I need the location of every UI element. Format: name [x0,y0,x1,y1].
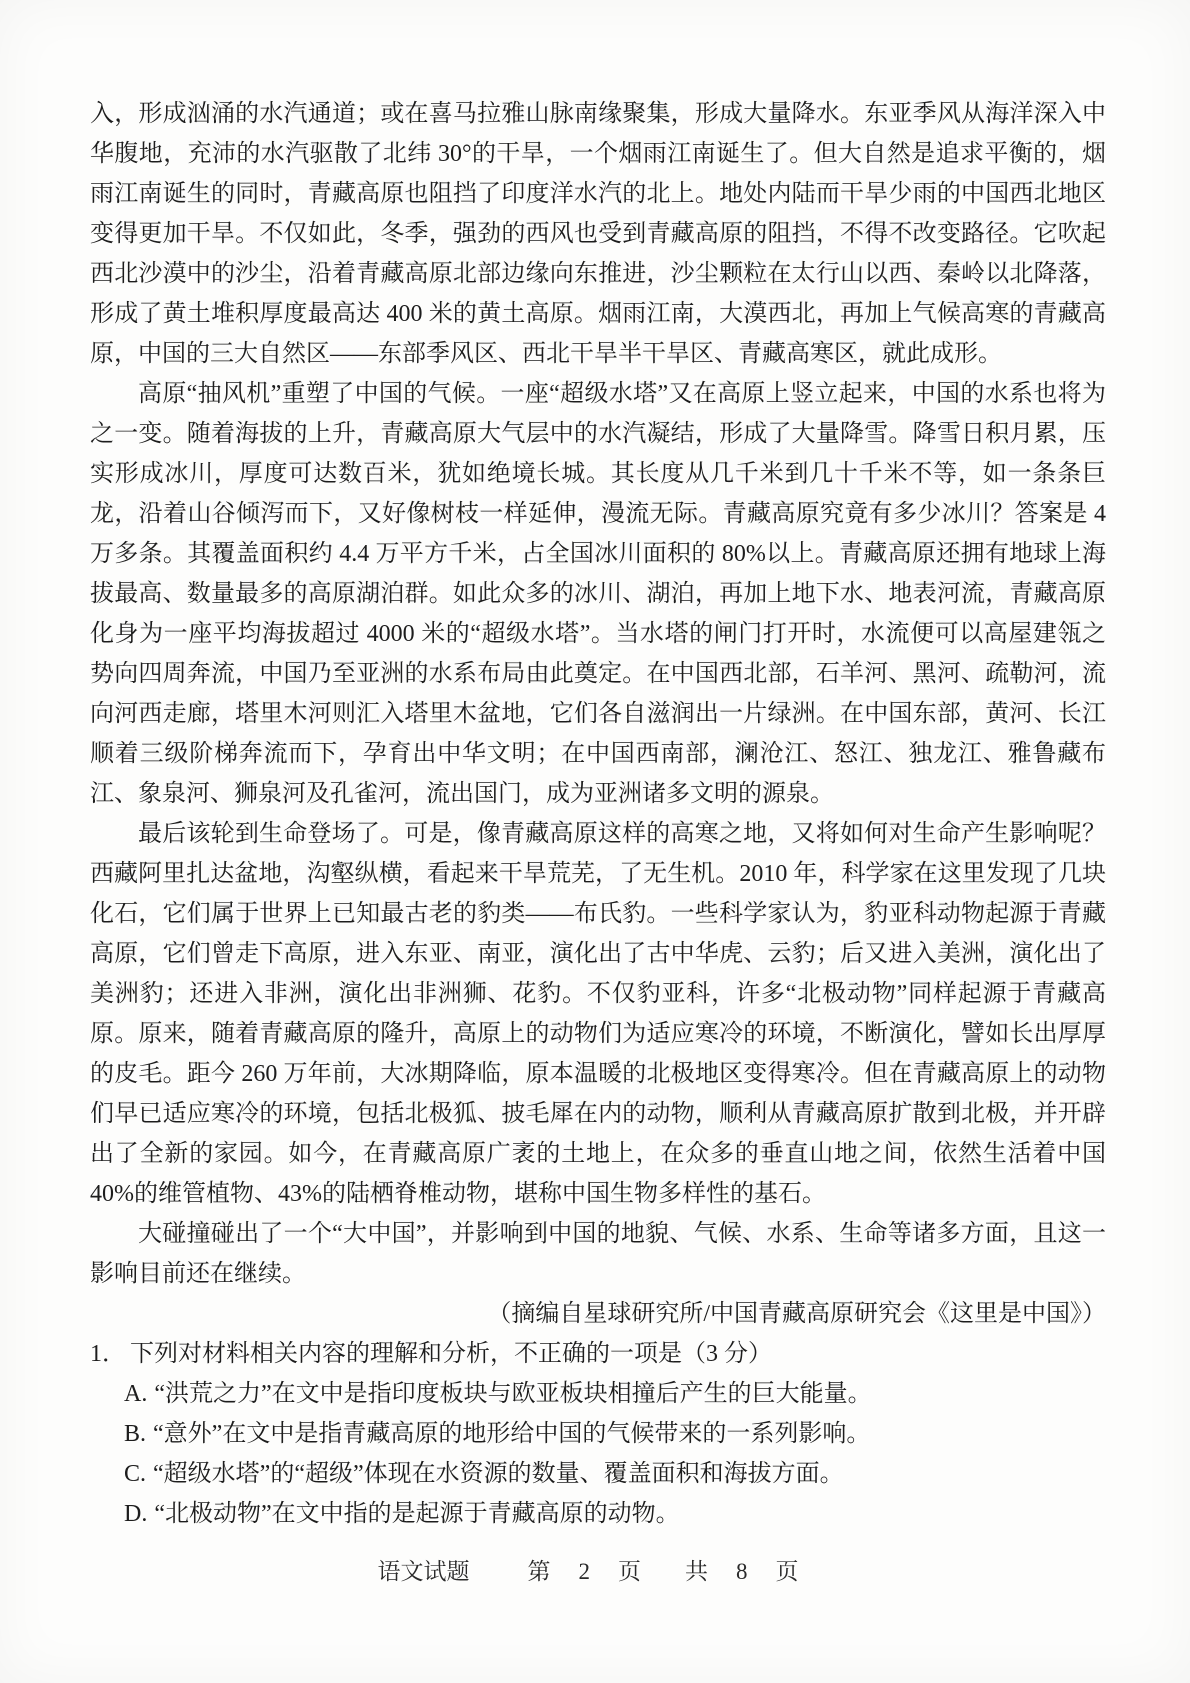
option-c-text: “超级水塔”的“超级”体现在水资源的数量、覆盖面积和海拔方面。 [153,1461,844,1487]
question-1 [90,1334,1106,1534]
footer-total-prefix: 共 [685,1559,708,1584]
question-1-option-a [90,1374,1106,1414]
question-1-option-b [90,1414,1106,1454]
passage-paragraph-1: 入，形成汹涌的水汽通道；或在喜马拉雅山脉南缘聚集，形成大量降水。东亚季风从海洋深入中华腹地，充沛的水汽驱散了北纬 30°的干旱，一个烟雨江南诞生了。但大自然是追求平衡的，烟雨江南诞生的同时，青藏高原也阻挡了印度洋水汽的北上。地处内陆而干旱少雨的中国西北地区变得更加干旱。不仅如此，冬季，强劲的西风也受到青藏高原的阻挡，不得不改变路径。它吹起西北沙漠中的沙尘，沿着青藏高原北部边缘向东推进，沙尘颗粒在太行山以西、秦岭以北降落，形成了黄土堆积厚度最高达 400 米的黄土高原。烟雨江南，大漠西北，再加上气候高寒的青藏高原，中国的三大自然区——东部季风区、西北干旱半干旱区、青藏高寒区，就此成形。 [90,101,1106,367]
footer-doc-label: 语文试题 [377,1559,470,1584]
option-b-text: “意外”在文中是指青藏高原的地形给中国的气候带来的一系列影响。 [153,1421,871,1447]
option-d-text: “北极动物”在文中指的是起源于青藏高原的动物。 [154,1501,680,1527]
question-1-stem [90,1334,1106,1374]
question-1-option-c [90,1454,1106,1494]
footer-page-number: 2 [578,1559,590,1584]
question-number: 1． [90,1341,126,1367]
passage-paragraph-2: 高原“抽风机”重塑了中国的气候。一座“超级水塔”又在高原上竖立起来，中国的水系也将为之一变。随着海拔的上升，青藏高原大气层中的水汽凝结，形成了大量降雪。降雪日积月累，压实形成冰川，厚度可达数百米，犹如绝境长城。其长度从几千米到几十千米不等，如一条条巨龙，沿着山谷倾泻而下，又好像树枝一样延伸，漫流无际。青藏高原究竟有多少冰川？答案是 4 万多条。其覆盖面积约 4.4 万平方千米，占全国冰川面积的 80%以上。青藏高原还拥有地球上海拔最高、数量最多的高原湖泊群。如此众多的冰川、湖泊，再加上地下水、地表河流，青藏高原化身为一座平均海拔超过 4000 米的“超级水塔”。当水塔的闸门打开时，水流便可以高屋建瓴之势向四周奔流，中国乃至亚洲的水系布局由此奠定。在中国西北部，石羊河、黑河、疏勒河，流向河西走廊，塔里木河则汇入塔里木盆地，它们各自滋润出一片绿洲。在中国东部，黄河、长江顺着三级阶梯奔流而下，孕育出中华文明；在中国西南部，澜沧江、怒江、独龙江、雅鲁藏布江、象泉河、狮泉河及孔雀河，流出国门，成为亚洲诸多文明的源泉。 [90,381,1106,807]
footer-total-number: 8 [736,1559,748,1584]
question-1-option-d [90,1494,1106,1534]
option-a-text: “洪荒之力”在文中是指印度板块与欧亚板块相撞后产生的巨大能量。 [154,1381,872,1407]
option-c-label: C. [124,1461,147,1487]
footer-page-prefix: 第 [527,1559,551,1584]
footer-page-unit: 页 [618,1559,641,1584]
reading-passage [90,94,1106,1334]
option-a-label: A. [124,1381,148,1407]
footer-total-unit: 页 [775,1559,799,1584]
page-content [90,94,1106,1534]
question-stem-text: 下列对材料相关内容的理解和分析，不正确的一项是（3 分） [130,1341,772,1367]
passage-paragraph-3: 最后该轮到生命登场了。可是，像青藏高原这样的高寒之地，又将如何对生命产生影响呢？西藏阿里扎达盆地，沟壑纵横，看起来干旱荒芜，了无生机。2010 年，科学家在这里发现了几块化石，它们属于世界上已知最古老的豹类——布氏豹。一些科学家认为，豹亚科动物起源于青藏高原，它们曾走下高原，进入东亚、南亚，演化出了古中华虎、云豹；后又进入美洲，演化出了美洲豹；还进入非洲，演化出非洲狮、花豹。不仅豹亚科，许多“北极动物”同样起源于青藏高原。原来，随着青藏高原的隆升，高原上的动物们为适应寒冷的环境，不断演化，譬如长出厚厚的皮毛。距今 260 万年前，大冰期降临，原本温暖的北极地区变得寒冷。但在青藏高原上的动物们早已适应寒冷的环境，包括北极狐、披毛犀在内的动物，顺利从青藏高原扩散到北极，并开辟出了全新的家园。如今，在青藏高原广袤的土地上，在众多的垂直山地之间，依然生活着中国 40%的维管植物、43%的陆栖脊椎动物，堪称中国生物多样性的基石。 [90,821,1106,1207]
option-d-label: D. [124,1501,148,1527]
passage-paragraph-4: 大碰撞碰出了一个“大中国”，并影响到中国的地貌、气候、水系、生命等诸多方面，且这一影响目前还在继续。 [90,1221,1106,1287]
page-footer [0,1552,1190,1592]
passage-citation: （摘编自星球研究所/中国青藏高原研究会《这里是中国》） [487,1301,1106,1327]
option-b-label: B. [124,1421,147,1447]
